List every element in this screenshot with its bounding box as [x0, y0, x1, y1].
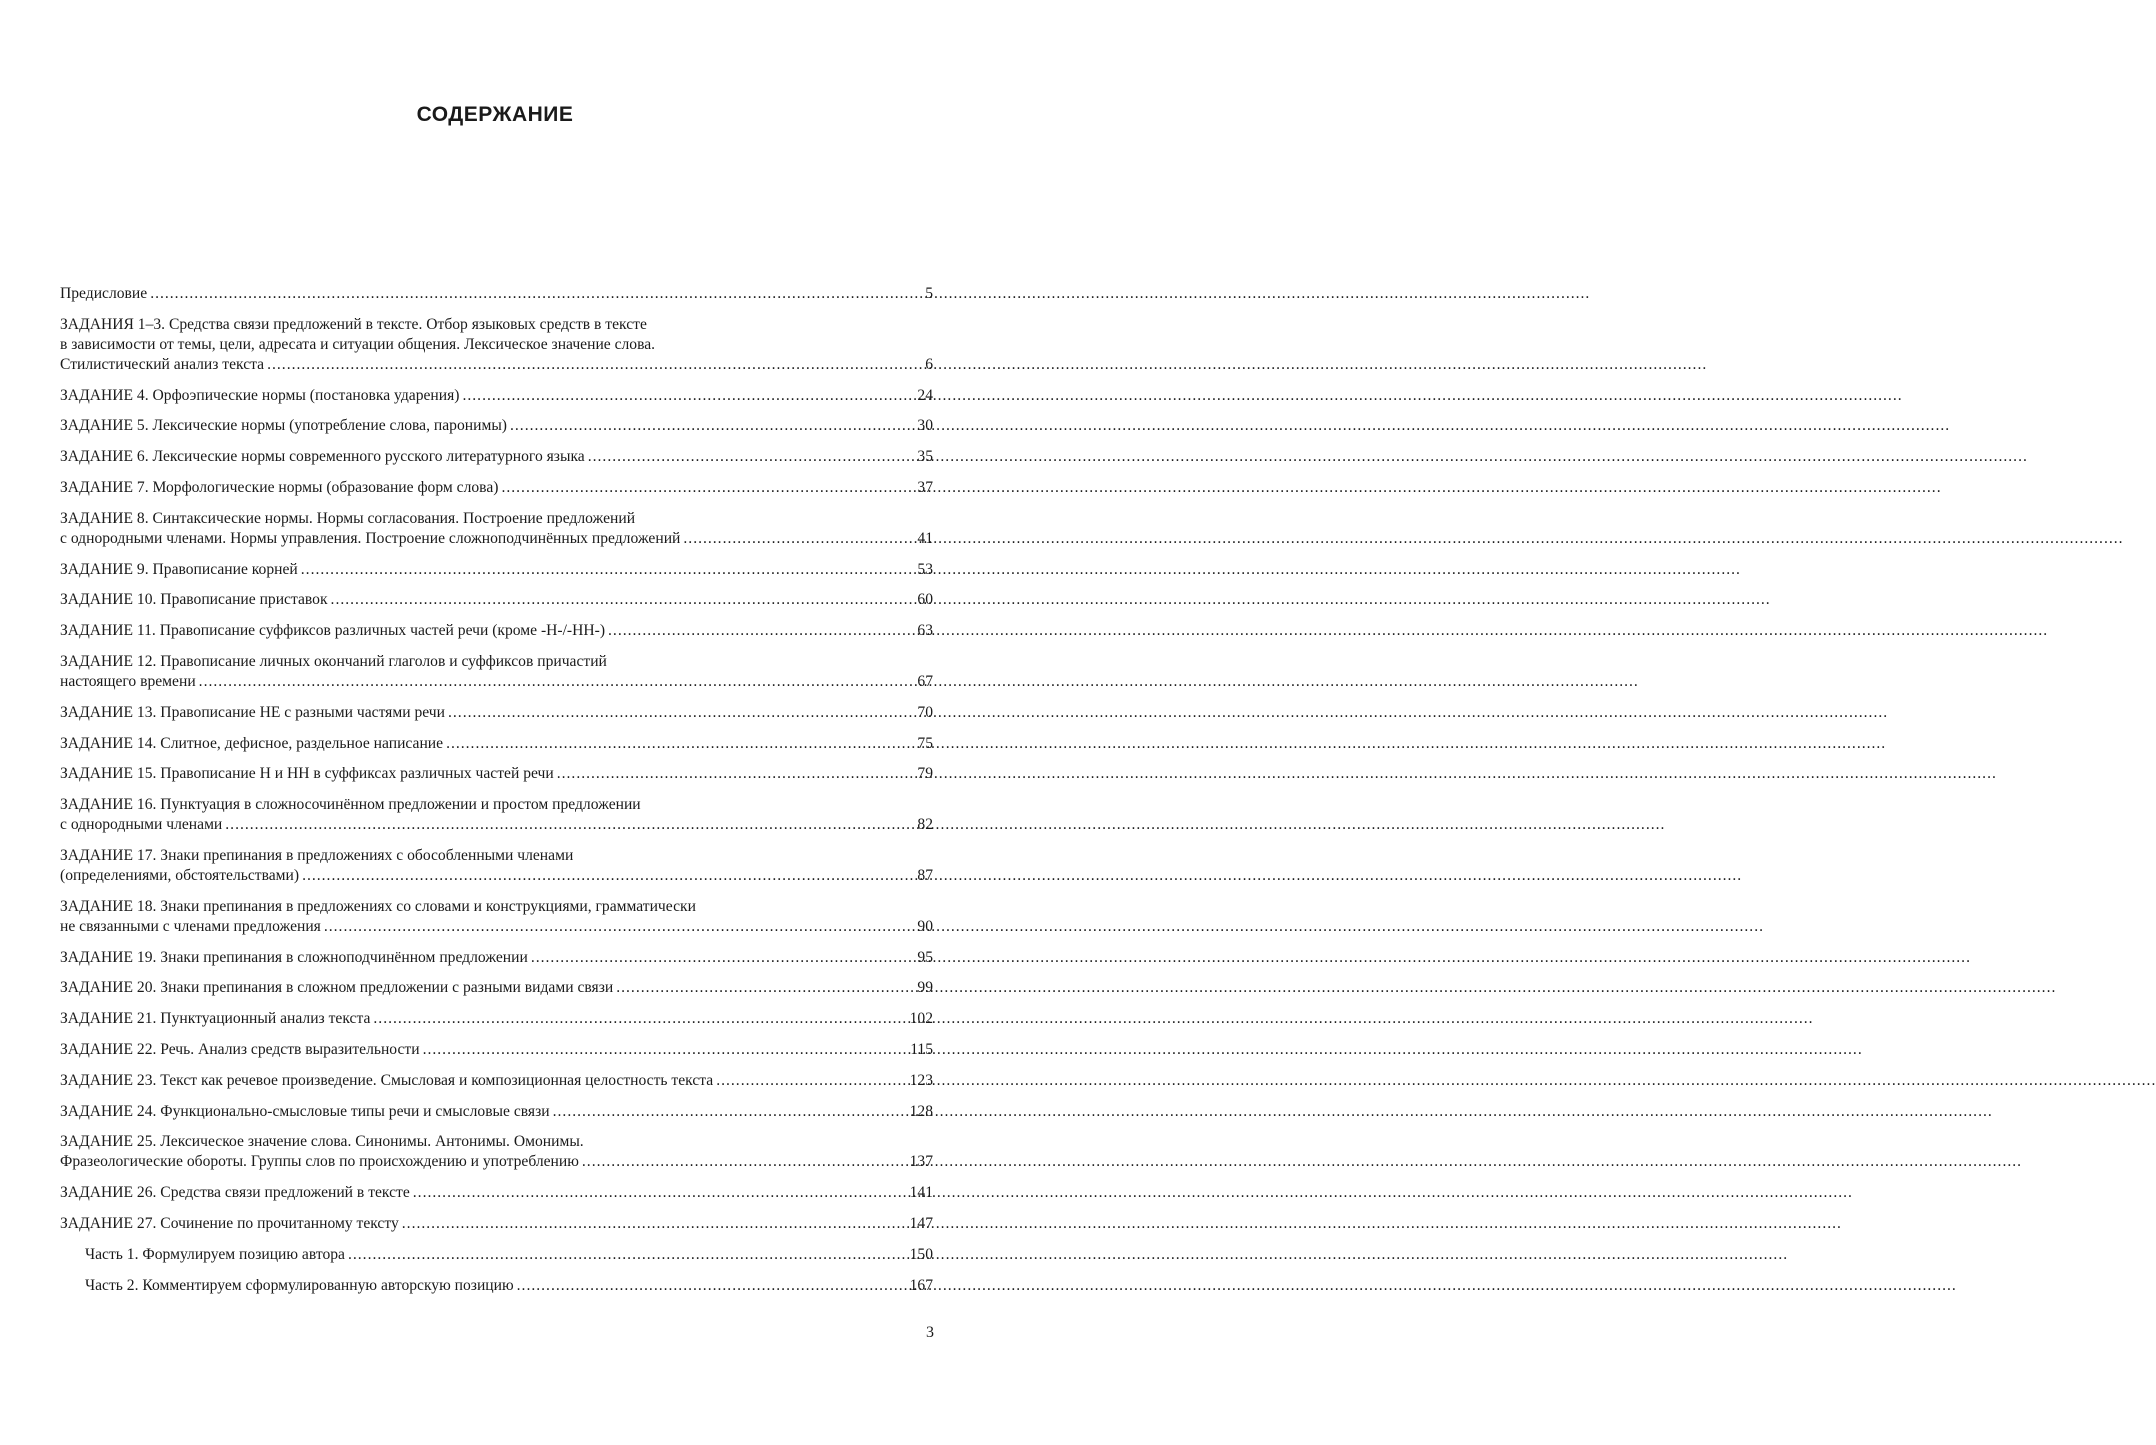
dot-leader	[402, 1214, 907, 1234]
toc-entry-page: 82	[917, 816, 933, 834]
dot-leader	[683, 529, 914, 549]
toc-entry-page: 67	[917, 672, 933, 690]
toc-entry	[60, 1132, 933, 1172]
dot-leader	[582, 1152, 907, 1172]
toc-entry-text-line: ЗАДАНИЕ 11. Правописание суффиксов различных частей речи (кроме -Н-/-НН-)	[60, 622, 606, 640]
dot-leader	[553, 1102, 907, 1122]
toc-entry	[60, 509, 933, 549]
toc-entry-page: 6	[925, 355, 933, 373]
toc-entry-page: 167	[909, 1276, 933, 1294]
toc-entry-page: 141	[909, 1184, 933, 1202]
dot-leader	[448, 703, 914, 723]
dot-leader	[331, 590, 915, 610]
dot-leader	[588, 447, 915, 467]
toc-entry	[60, 590, 933, 610]
toc-entry	[60, 386, 933, 406]
toc-entry-page: 87	[917, 866, 933, 884]
toc-entry	[60, 1071, 933, 1091]
toc-entry	[60, 1245, 933, 1265]
toc-entry-text-line: с однородными членами. Нормы управления. Построение сложноподчинённых предложений	[60, 529, 681, 547]
toc-entry	[60, 795, 933, 835]
dot-leader	[462, 386, 914, 406]
toc-entry-text-line: ЗАДАНИЕ 10. Правописание приставок	[60, 591, 328, 609]
dot-leader	[608, 621, 914, 641]
dot-leader	[199, 672, 915, 692]
toc-entry-page: 30	[917, 417, 933, 435]
toc-entry-page: 5	[925, 285, 933, 302]
toc-entry	[60, 621, 933, 641]
toc-entry-text-line: ЗАДАНИЕ 14. Слитное, дефисное, раздельное написание	[60, 734, 444, 752]
toc-entry-text-line: ЗАДАНИЕ 25. Лексическое значение слова. Синонимы. Антонимы. Омонимы.	[60, 1133, 584, 1151]
toc-entry-page: 99	[917, 979, 933, 997]
toc-entry-text-line: Часть 1. Формулируем позицию автора	[85, 1245, 345, 1263]
toc-entry-text-line: ЗАДАНИЕ 6. Лексические нормы современного русского литературного языка	[60, 448, 585, 466]
toc-entry-text-line: ЗАДАНИЕ 4. Орфоэпические нормы (постановка ударения)	[60, 386, 460, 404]
toc-entry	[60, 1276, 933, 1296]
toc-entry-page: 37	[917, 478, 933, 496]
toc-entry-page: 123	[909, 1071, 933, 1089]
dot-leader	[531, 948, 915, 968]
toc-entry	[60, 1009, 933, 1029]
dot-leader	[501, 478, 914, 498]
dot-leader	[616, 978, 914, 998]
toc-entry-text-line: с однородными членами	[60, 816, 223, 834]
toc-entry-text-line: ЗАДАНИЕ 17. Знаки препинания в предложениях с обособленными членами	[60, 846, 574, 864]
toc-entry-page: 60	[917, 591, 933, 609]
toc-entry-text-line: ЗАДАНИЕ 13. Правописание НЕ с разными частями речи	[60, 703, 445, 721]
dot-leader	[225, 815, 914, 835]
toc-entry-page: 79	[917, 765, 933, 783]
dot-leader	[510, 416, 914, 436]
toc-entry-page: 128	[909, 1102, 933, 1120]
toc-entry-text-line: ЗАДАНИЕ 19. Знаки препинания в сложноподчинённом предложении	[60, 948, 528, 966]
dot-leader	[517, 1276, 907, 1296]
toc-entry	[60, 447, 933, 467]
toc-entry-text-line: ЗАДАНИЕ 18. Знаки препинания в предложениях со словами и конструкциями, грамматически	[60, 897, 696, 915]
dot-leader	[413, 1183, 907, 1203]
toc-entry-page: 53	[917, 560, 933, 578]
toc-entry	[60, 1214, 933, 1234]
toc-entry-page: 41	[917, 529, 933, 547]
toc-entry-text-line: ЗАДАНИЕ 16. Пунктуация в сложносочинённом предложении и простом предложении	[60, 796, 641, 814]
toc-entry-text-line: ЗАДАНИЕ 21. Пунктуационный анализ текста	[60, 1010, 371, 1028]
dot-leader	[348, 1245, 907, 1265]
dot-leader	[373, 1009, 906, 1029]
toc-entry-text-line: Фразеологические обороты. Группы слов по происхождению и употреблению	[60, 1153, 579, 1171]
toc-entry	[60, 652, 933, 692]
toc-entry	[60, 416, 933, 436]
toc-entry-text-line: ЗАДАНИЕ 26. Средства связи предложений в тексте	[60, 1184, 410, 1202]
toc-entry-page: 137	[909, 1153, 933, 1171]
dot-leader	[446, 734, 914, 754]
toc-entry	[60, 315, 933, 375]
toc-entry	[60, 764, 933, 784]
toc-entry-page: 70	[917, 703, 933, 721]
page-title: СОДЕРЖАНИЕ	[416, 103, 574, 126]
toc-entry-page: 150	[909, 1245, 933, 1263]
dot-leader	[557, 764, 915, 784]
toc-entry	[60, 734, 933, 754]
toc-entry	[60, 1040, 933, 1060]
toc-entry-page: 63	[917, 622, 933, 640]
dot-leader	[423, 1040, 908, 1060]
toc-entry-text-line: ЗАДАНИЕ 12. Правописание личных окончаний глаголов и суффиксов причастий	[60, 652, 607, 670]
toc-entry	[60, 478, 933, 498]
toc-entry-text-line: настоящего времени	[60, 672, 196, 690]
toc-entry-text-line: ЗАДАНИЕ 5. Лексические нормы (употребление слова, паронимы)	[60, 417, 507, 435]
toc-entry	[60, 948, 933, 968]
toc-entry-text-line: ЗАДАНИЕ 24. Функционально-смысловые типы речи и смысловые связи	[60, 1102, 550, 1120]
toc-entry	[60, 284, 933, 304]
toc-entry-text-line: ЗАДАНИЕ 15. Правописание Н и НН в суффиксах различных частей речи	[60, 765, 554, 783]
toc-entry-text-line: Предисловие	[60, 285, 148, 302]
toc-entry-page: 90	[917, 917, 933, 935]
toc-entry-page: 24	[917, 386, 933, 404]
table-of-contents	[60, 284, 933, 1306]
toc-entry-text-line: Часть 2. Комментируем сформулированную авторскую позицию	[85, 1276, 514, 1294]
toc-entry-text-line: ЗАДАНИЕ 27. Сочинение по прочитанному тексту	[60, 1214, 399, 1232]
toc-entry	[60, 1102, 933, 1122]
toc-entry	[60, 1183, 933, 1203]
dot-leader	[301, 560, 915, 580]
toc-entry-page: 35	[917, 448, 933, 466]
toc-entry-text-line: ЗАДАНИЕ 23. Текст как речевое произведение. Смысловая и композиционная целостность текста	[60, 1071, 714, 1089]
toc-entry-text-line: ЗАДАНИЕ 20. Знаки препинания в сложном предложении с разными видами связи	[60, 979, 614, 997]
dot-leader	[716, 1071, 906, 1091]
dot-leader	[324, 917, 915, 937]
page-number: 3	[926, 1324, 934, 1341]
toc-entry-text-line: Стилистический анализ текста	[60, 355, 265, 373]
toc-entry	[60, 703, 933, 723]
toc-entry	[60, 978, 933, 998]
toc-entry	[60, 846, 933, 886]
toc-entry	[60, 897, 933, 937]
toc-entry-text-line: ЗАДАНИЕ 8. Синтаксические нормы. Нормы согласования. Построение предложений	[60, 509, 636, 527]
dot-leader	[267, 355, 922, 375]
toc-entry-text-line: ЗАДАНИЯ 1–3. Средства связи предложений в тексте. Отбор языковых средств в тексте	[60, 315, 647, 333]
toc-entry	[60, 560, 933, 580]
toc-entry-text-line: не связанными с членами предложения	[60, 917, 321, 935]
toc-entry-page: 102	[909, 1010, 933, 1028]
toc-entry-text-line: ЗАДАНИЕ 7. Морфологические нормы (образование форм слова)	[60, 478, 499, 496]
toc-entry-text-line: ЗАДАНИЕ 22. Речь. Анализ средств выразительности	[60, 1040, 420, 1058]
toc-entry-page: 95	[917, 948, 933, 966]
toc-entry-text-line: в зависимости от темы, цели, адресата и ситуации общения. Лексическое значение слова.	[60, 335, 656, 353]
toc-entry-page: 75	[917, 734, 933, 752]
dot-leader	[150, 284, 922, 304]
toc-entry-page: 115	[910, 1040, 933, 1058]
toc-entry-page: 147	[909, 1214, 933, 1232]
toc-entry-text-line: ЗАДАНИЕ 9. Правописание корней	[60, 560, 298, 578]
toc-entry-text-line: (определениями, обстоятельствами)	[60, 866, 300, 884]
dot-leader	[302, 866, 914, 886]
